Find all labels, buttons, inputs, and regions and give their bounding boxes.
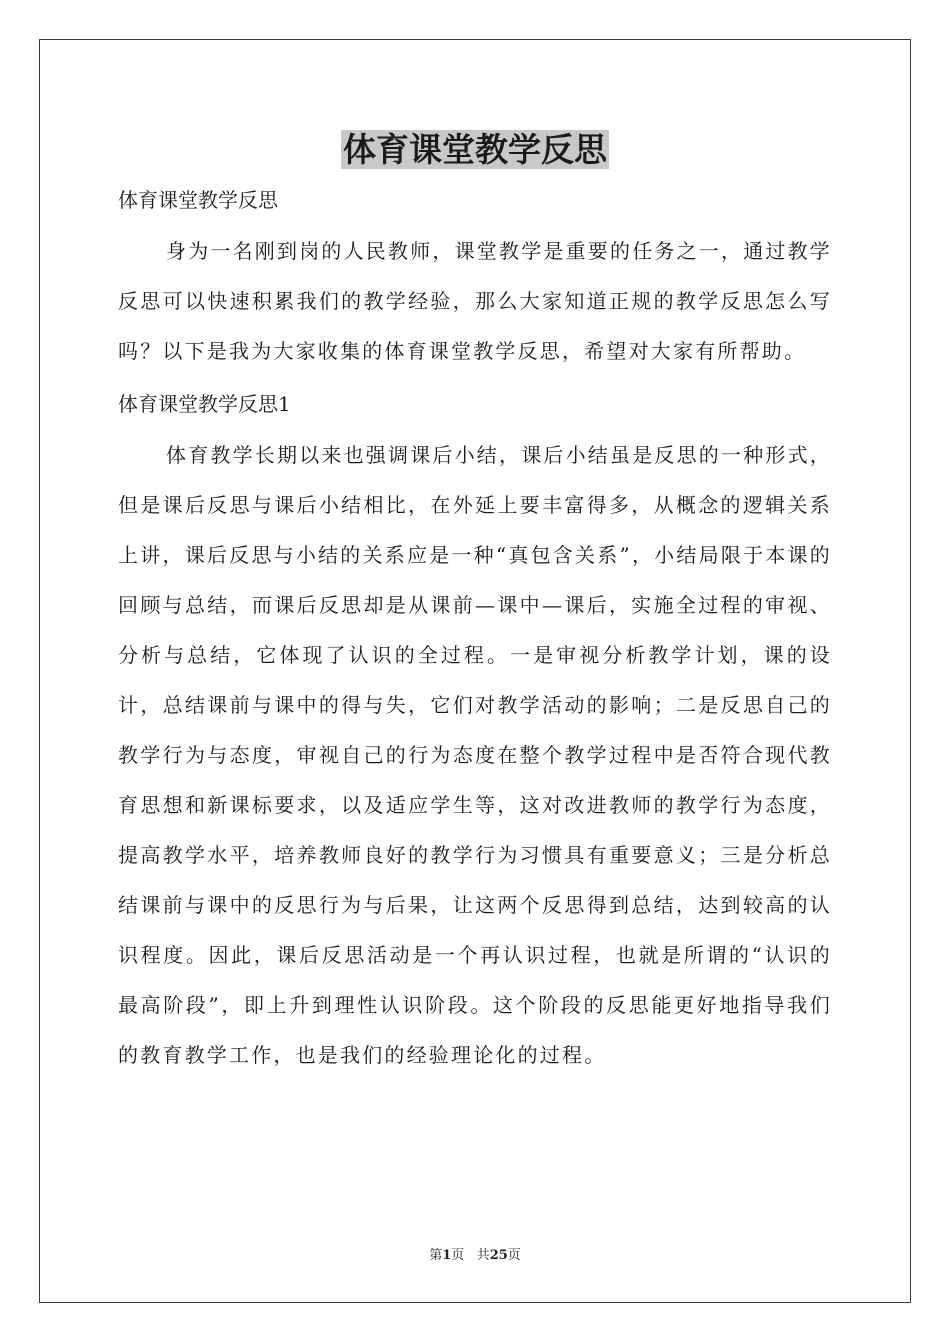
document-title [0,128,950,172]
total-prefix: 共 [476,1248,490,1263]
current-page-number: 1 [442,1248,452,1263]
total-pages-number: 25 [489,1248,508,1263]
body-paragraph: 体育教学长期以来也强调课后小结，课后小结虽是反思的一种形式，但是课后反思与课后小结相比，在外延上要丰富得多，从概念的逻辑关系上讲，课后反思与小结的关系应是一种“真包含关系”，小结局限于本课的回顾与总结，而课后反思却是从课前—课中—课后，实施全过程的审视、分析与总结，它体现了认识的全过程。一是审视分析教学计划，课的设计，总结课前与课中的得与失，它们对教学活动的影响；二是反思自己的教学行为与态度，审视自己的行为态度在整个教学过程中是否符合现代教育思想和新课标要求，以及适应学生等，这对改进教师的教学行为态度，提高教学水平，培养教师良好的教学行为习惯具有重要意义；三是分析总结课前与课中的反思行为与后果，让这两个反思得到总结，达到较高的认识程度。因此，课后反思活动是一个再认识过程，也就是所谓的“认识的最高阶段”，即上升到理性认识阶段。这个阶段的反思能更好地指导我们的教育教学工作，也是我们的经验理论化的过程。 [118,443,832,1067]
page-suffix: 页 [451,1248,465,1263]
intro-paragraph: 身为一名刚到岗的人民教师，课堂教学是重要的任务之一，通过教学反思可以快速积累我们的教学经验，那么大家知道正规的教学反思怎么写吗？以下是我为大家收集的体育课堂教学反思，希望对大家有所帮助。 [118,239,832,363]
total-suffix: 页 [507,1248,521,1263]
page-footer [0,1247,950,1265]
document-body [118,180,832,1088]
section-heading: 体育课堂教学反思 [118,188,278,212]
section-heading: 体育课堂教学反思1 [118,392,291,416]
document-title-text: 体育课堂教学反思 [343,130,607,169]
page-prefix: 第 [429,1248,443,1263]
